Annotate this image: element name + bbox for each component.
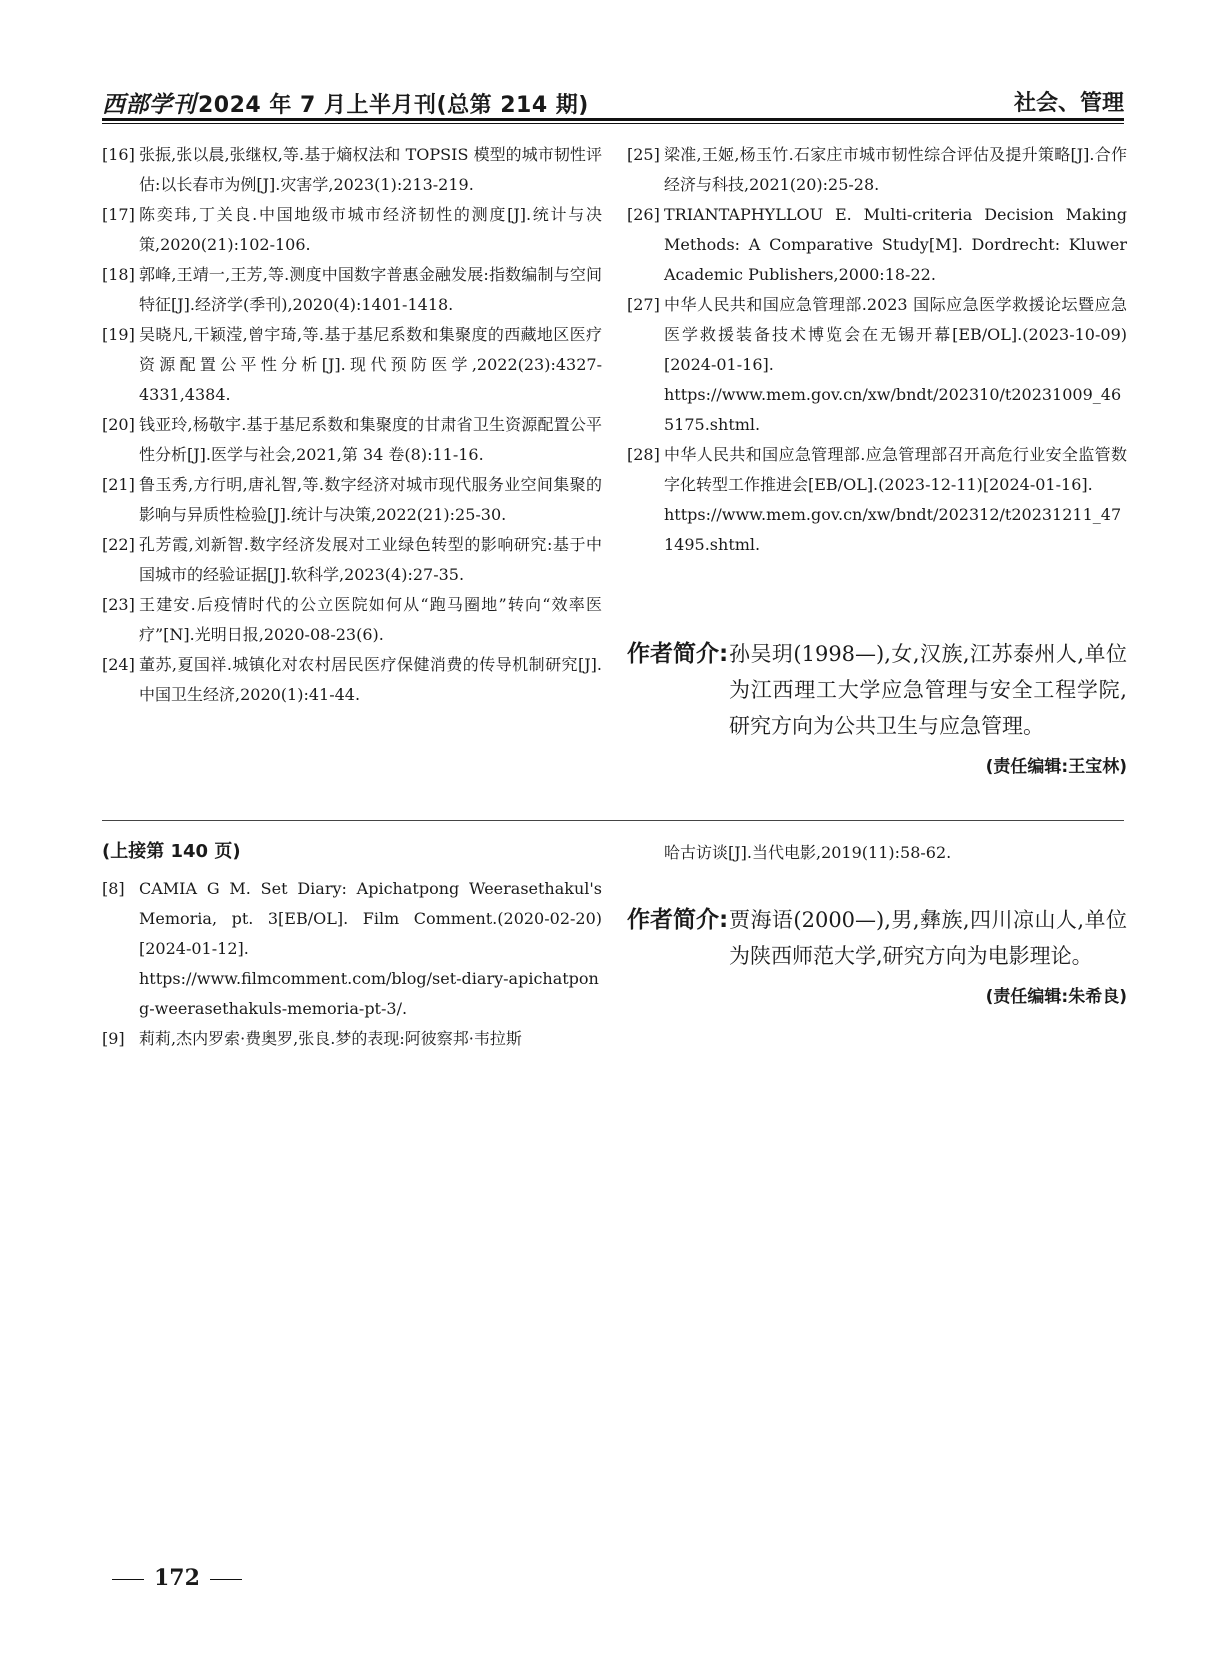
- author-bio-label: 作者简介:: [627, 907, 729, 933]
- reference-item: [17] 陈奕玮,丁关良.中国地级市城市经济韧性的测度[J].统计与决策,2020(21):102-106.: [102, 205, 602, 254]
- reference-item: [27] 中华人民共和国应急管理部.2023 国际应急医学救援论坛暨应急医学救援装备技术博览会在无锡开幕[EB/OL].(2023-10-09)[2024-01-16]. https://www.mem.gov.cn/xw/bndt/202310/t20231009_465175.shtml.: [627, 290, 1127, 440]
- reference-item: [16] 张振,张以晨,张继权,等.基于熵权法和 TOPSIS 模型的城市韧性评估:以长春市为例[J].灾害学,2023(1):213-219.: [102, 145, 602, 194]
- reference-item: [18] 郭峰,王靖一,王芳,等.测度中国数字普惠金融发展:指数编制与空间特征[J].经济学(季刊),2020(4):1401-1418.: [102, 265, 602, 314]
- references-right-column: [627, 140, 1127, 560]
- author-bio-text: 孙吴玥(1998—),女,汉族,江苏泰州人,单位为江西理工大学应急管理与安全工程学院,研究方向为公共卫生与应急管理。: [729, 642, 1127, 738]
- reference-item: [25] 梁准,王姬,杨玉竹.石家庄市城市韧性综合评估及提升策略[J].合作经济与科技,2021(20):25-28.: [627, 145, 1127, 194]
- reference-item: [19] 吴晓凡,干颖滢,曾宇琦,等.基于基尼系数和集聚度的西藏地区医疗资源配置公平性分析[J].现代预防医学,2022(23):4327-4331,4384.: [102, 325, 602, 404]
- issue-info: 2024 年 7 月上半月刊(总第 214 期): [198, 93, 589, 118]
- reference-item: [23] 王建安.后疫情时代的公立医院如何从“跑马圈地”转向“效率医疗”[N].光明日报,2020-08-23(6).: [102, 595, 602, 644]
- continued-heading: (上接第 140 页): [102, 841, 241, 862]
- editor-credit: (责任编辑:朱希良): [985, 987, 1127, 1007]
- header-rule-thin: [102, 123, 1124, 124]
- reference-item: [26] TRIANTAPHYLLOU E. Multi-criteria Decision Making Methods: A Comparative Study[M]. Dordrecht: Kluwer Academic Publishers,2000:18-22.: [627, 205, 1127, 284]
- editor-credit: (责任编辑:王宝林): [985, 757, 1127, 777]
- reference-item: [28] 中华人民共和国应急管理部.应急管理部召开高危行业安全监管数字化转型工作推进会[EB/OL].(2023-12-11)[2024-01-16]. https://www.mem.gov.cn/xw/bndt/202312/t20231211_471495.shtml.: [627, 440, 1127, 560]
- author-bio: [627, 902, 1127, 1012]
- references-left-column: [102, 140, 602, 710]
- continued-left-column: [102, 836, 602, 1054]
- footer-dash-right: [210, 1579, 242, 1580]
- reference-url[interactable]: https://www.mem.gov.cn/xw/bndt/202312/t20231211_471495.shtml.: [664, 505, 1122, 554]
- section-name: 社会、管理: [1013, 91, 1124, 116]
- author-bio-label: 作者简介:: [627, 641, 729, 667]
- journal-header: [102, 86, 589, 119]
- reference-item: [8] CAMIA G M. Set Diary: Apichatpong Weerasethakul's Memoria, pt. 3[EB/OL]. Film Comment.(2020-02-20)[2024-01-12]. https://www.filmcomment.com/blog/set-diary-apichatpong-weerasethakuls-memoria-pt-3/.: [102, 874, 602, 1024]
- journal-logo: 西部学刊: [102, 91, 196, 118]
- reference-item: [24] 董苏,夏国祥.城镇化对农村居民医疗保健消费的传导机制研究[J].中国卫生经济,2020(1):41-44.: [102, 655, 602, 704]
- author-bio: [627, 636, 1127, 782]
- reference-item: [20] 钱亚玲,杨敬宇.基于基尼系数和集聚度的甘肃省卫生资源配置公平性分析[J].医学与社会,2021,第 34 卷(8):11-16.: [102, 415, 602, 464]
- reference-url[interactable]: https://www.mem.gov.cn/xw/bndt/202310/t20231009_465175.shtml.: [664, 385, 1122, 434]
- reference-url[interactable]: https://www.filmcomment.com/blog/set-diary-apichatpong-weerasethakuls-memoria-pt-3/.: [139, 969, 599, 1018]
- reference-item: [9] 莉莉,杰内罗索·费奥罗,张良.梦的表现:阿彼察邦·韦拉斯: [102, 1029, 522, 1048]
- reference-item: [21] 鲁玉秀,方行明,唐礼智,等.数字经济对城市现代服务业空间集聚的影响与异质性检验[J].统计与决策,2022(21):25-30.: [102, 475, 602, 524]
- header-rule: [102, 118, 1124, 121]
- author-bio-text: 贾海语(2000—),男,彝族,四川凉山人,单位为陕西师范大学,研究方向为电影理论。: [729, 908, 1127, 968]
- reference-item: [22] 孔芳霞,刘新智.数字经济发展对工业绿色转型的影响研究:基于中国城市的经验证据[J].软科学,2023(4):27-35.: [102, 535, 602, 584]
- footer-dash-left: [112, 1579, 144, 1580]
- continued-right-column: [627, 838, 1127, 868]
- section-divider: [102, 820, 1124, 821]
- reference-continuation: 哈古访谈[J].当代电影,2019(11):58-62.: [664, 843, 952, 862]
- page-number: 172: [154, 1565, 200, 1591]
- page-number-footer: [102, 1565, 252, 1591]
